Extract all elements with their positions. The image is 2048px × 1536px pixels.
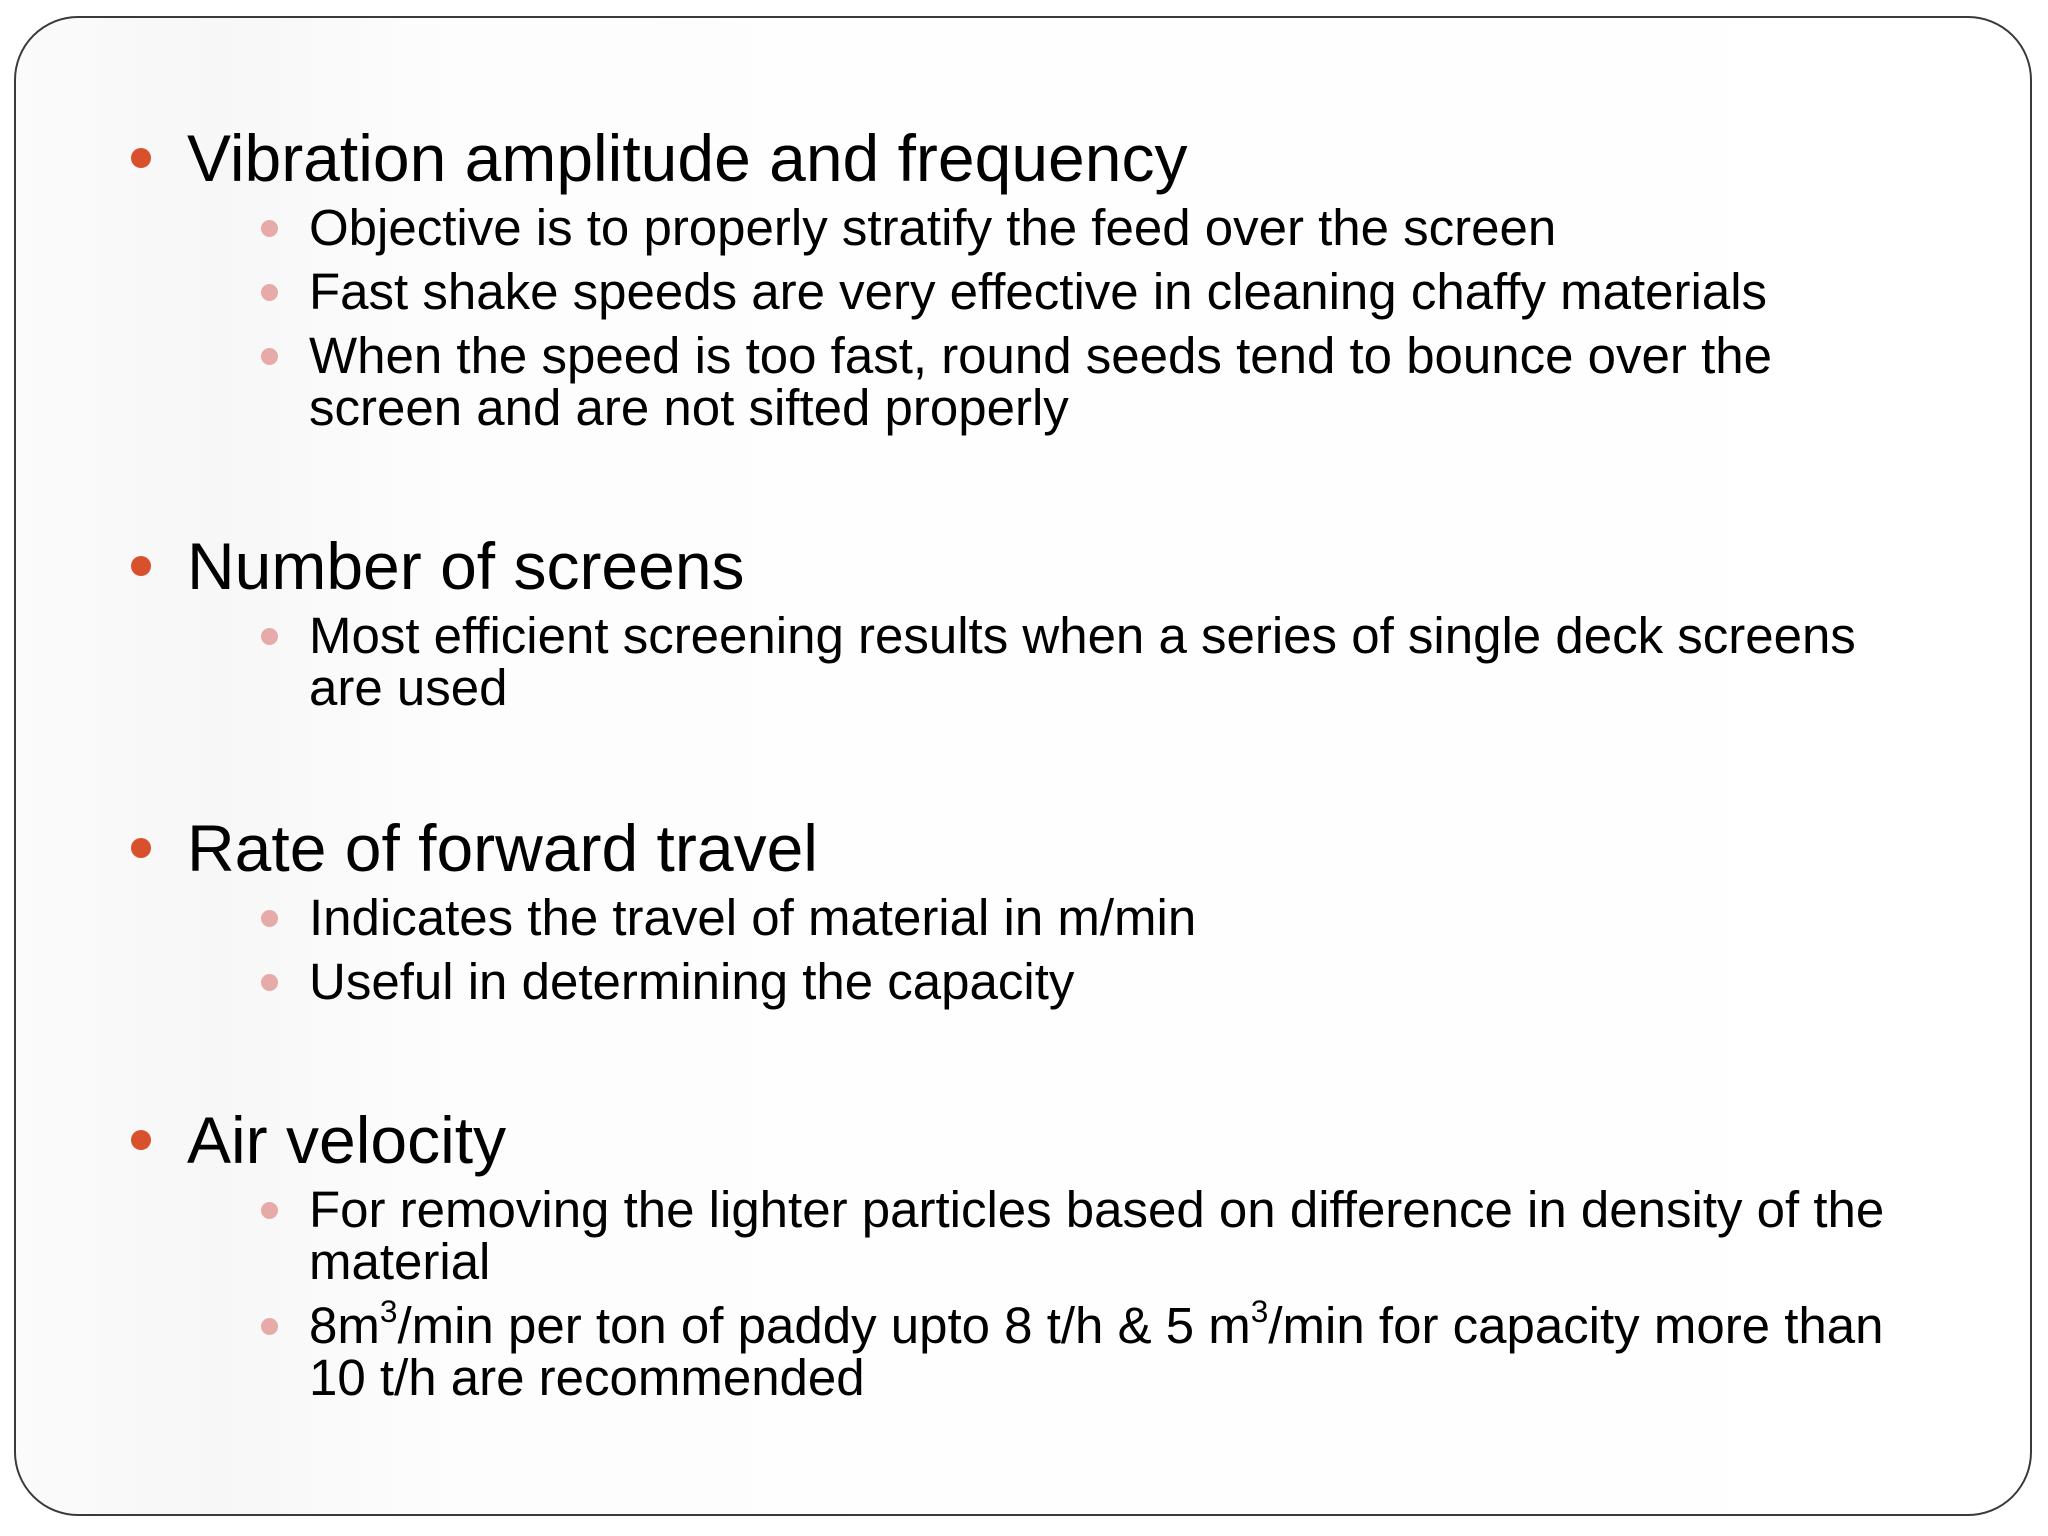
section-rate-of-forward-travel	[16, 808, 2030, 1008]
level2-bullet-icon	[261, 628, 278, 645]
section-air-velocity	[16, 1100, 2030, 1404]
sub-bullet-list	[16, 889, 2030, 1010]
list-item	[16, 263, 2030, 320]
section-heading: Air velocity	[187, 1103, 507, 1177]
list-item-text: Most efficient screening results when a series of single deck screens are used	[309, 607, 1856, 716]
level2-bullet-icon	[261, 220, 278, 237]
list-item	[16, 607, 2030, 716]
level1-bullet-icon	[131, 148, 151, 168]
level1-bullet-icon	[131, 1130, 151, 1150]
list-item	[16, 327, 2030, 436]
recommendation-text	[309, 1292, 1884, 1406]
section-vibration	[16, 118, 2030, 434]
recommendation-part: /min for capacity more than 10 t/h are recommended	[309, 1297, 1884, 1406]
sub-bullet-list	[16, 607, 2030, 716]
superscript-exponent: 3	[379, 1292, 398, 1329]
level2-bullet-icon	[261, 910, 278, 927]
list-item	[16, 199, 2030, 256]
list-item-text: When the speed is too fast, round seeds tend to bounce over the screen and are not sifted properly	[309, 327, 1772, 436]
superscript-exponent: 3	[1250, 1292, 1269, 1329]
sub-bullet-list	[16, 1181, 2030, 1406]
heading-row	[16, 1100, 2030, 1180]
level2-bullet-icon	[261, 1318, 278, 1335]
list-item	[16, 889, 2030, 946]
list-item-recommendation	[16, 1292, 2030, 1406]
level2-bullet-icon	[261, 284, 278, 301]
list-item-text: Useful in determining the capacity	[309, 953, 1075, 1010]
list-item-text: Fast shake speeds are very effective in cleaning chaffy materials	[309, 263, 1768, 320]
section-number-of-screens	[16, 526, 2030, 714]
section-heading: Vibration amplitude and frequency	[187, 121, 1188, 195]
recommendation-part: 8m	[309, 1297, 380, 1354]
list-item-text: Indicates the travel of material in m/min	[309, 889, 1197, 946]
list-item-text: For removing the lighter particles based on difference in density of the material	[309, 1181, 1885, 1290]
list-item-text: Objective is to properly stratify the feed over the screen	[309, 199, 1557, 256]
level2-bullet-icon	[261, 348, 278, 365]
recommendation-part: /min per ton of paddy upto 8 t/h & 5 m	[397, 1297, 1251, 1354]
heading-row	[16, 118, 2030, 198]
list-item	[16, 1181, 2030, 1290]
sub-bullet-list	[16, 199, 2030, 436]
section-heading: Number of screens	[187, 529, 745, 603]
heading-row	[16, 808, 2030, 888]
heading-row	[16, 526, 2030, 606]
slide	[14, 16, 2032, 1516]
level2-bullet-icon	[261, 1202, 278, 1219]
list-item	[16, 953, 2030, 1010]
bullet-list	[16, 18, 2030, 1514]
level2-bullet-icon	[261, 974, 278, 991]
level1-bullet-icon	[131, 556, 151, 576]
section-heading: Rate of forward travel	[187, 811, 818, 885]
level1-bullet-icon	[131, 838, 151, 858]
